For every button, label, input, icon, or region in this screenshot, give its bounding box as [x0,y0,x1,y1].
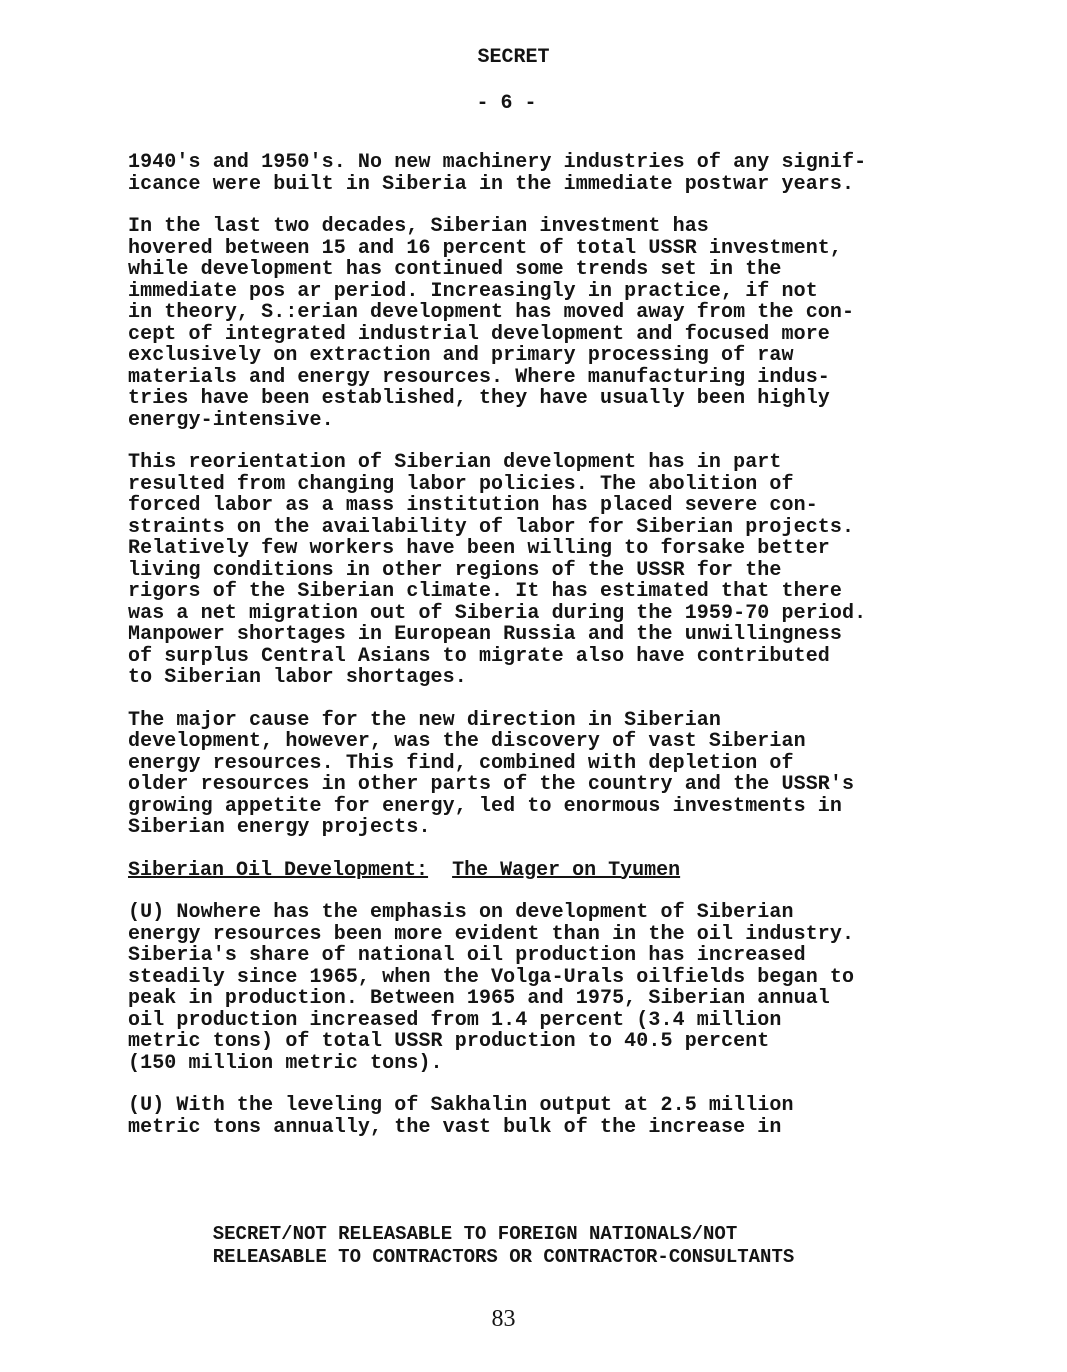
section-heading [128,860,928,882]
page-number: - 6 - [476,92,537,115]
section-heading-left: Siberian Oil Development: [128,858,429,882]
paragraph-5: (U) Nowhere has the emphasis on development of Siberian energy resources been more evident than in the oil industry. Siberia's share of national oil production has increased steadily since 1965, when the Volga-Urals oilfields began to peak in production. Between 1965 and 1975, Siberian annual oil production increased from 1.4 percent (3.4 million metric tons) of total USSR production to 40.5 percent (150 million metric tons). [128,901,855,1075]
paragraph-6: (U) With the leveling of Sakhalin output at 2.5 million metric tons annually, the vast bulk of the increase in [128,1094,794,1139]
paragraph-2: In the last two decades, Siberian investment has hovered between 15 and 16 percent of total USSR investment, while development has continued some trends set in the immediate pos ar period. Increasingly in practice, if not in theory, S.:erian development has moved away from the con- cept of integrated industrial development and focused more exclusively on extraction and primary processing of raw materials and energy resources. Where manufacturing indus- tries have been established, they have usually been highly energy-intensive. [128,215,855,432]
footer-classification-text: SECRET/NOT RELEASABLE TO FOREIGN NATIONALS/NOT RELEASABLE TO CONTRACTORS OR CONTRACTOR-CONSULTANTS [212,1223,795,1268]
classification-header: SECRET [477,46,550,69]
paragraph-4: The major cause for the new direction in Siberian development, however, was the discovery of vast Siberian energy resources. This find, combined with depletion of older resources in other parts of the country and the USSR's growing appetite for energy, led to enormous investments in Siberian energy projects. [128,708,855,839]
section-heading-right: The Wager on Tyumen [452,858,681,882]
folio-number: 83 [491,1306,516,1332]
paragraph-1: 1940's and 1950's. No new machinery industries of any signif- icance were built in Siberia in the immediate postwar years. [128,151,867,196]
document-body [128,152,928,1159]
classification-footer [0,1200,1067,1269]
paragraph-3: This reorientation of Siberian development has in part resulted from changing labor policies. The abolition of forced labor as a mass institution has placed severe con- straints on the availability of labor for Siberian projects. Relatively few workers have been willing to forsake better living conditions in other regions of the USSR for the rigors of the Siberian climate. It has estimated that there was a net migration out of Siberia during the 1959-70 period. Manpower shortages in European Russia and the unwillingness of surplus Central Asians to migrate also have contributed to Siberian labor shortages. [128,451,867,689]
